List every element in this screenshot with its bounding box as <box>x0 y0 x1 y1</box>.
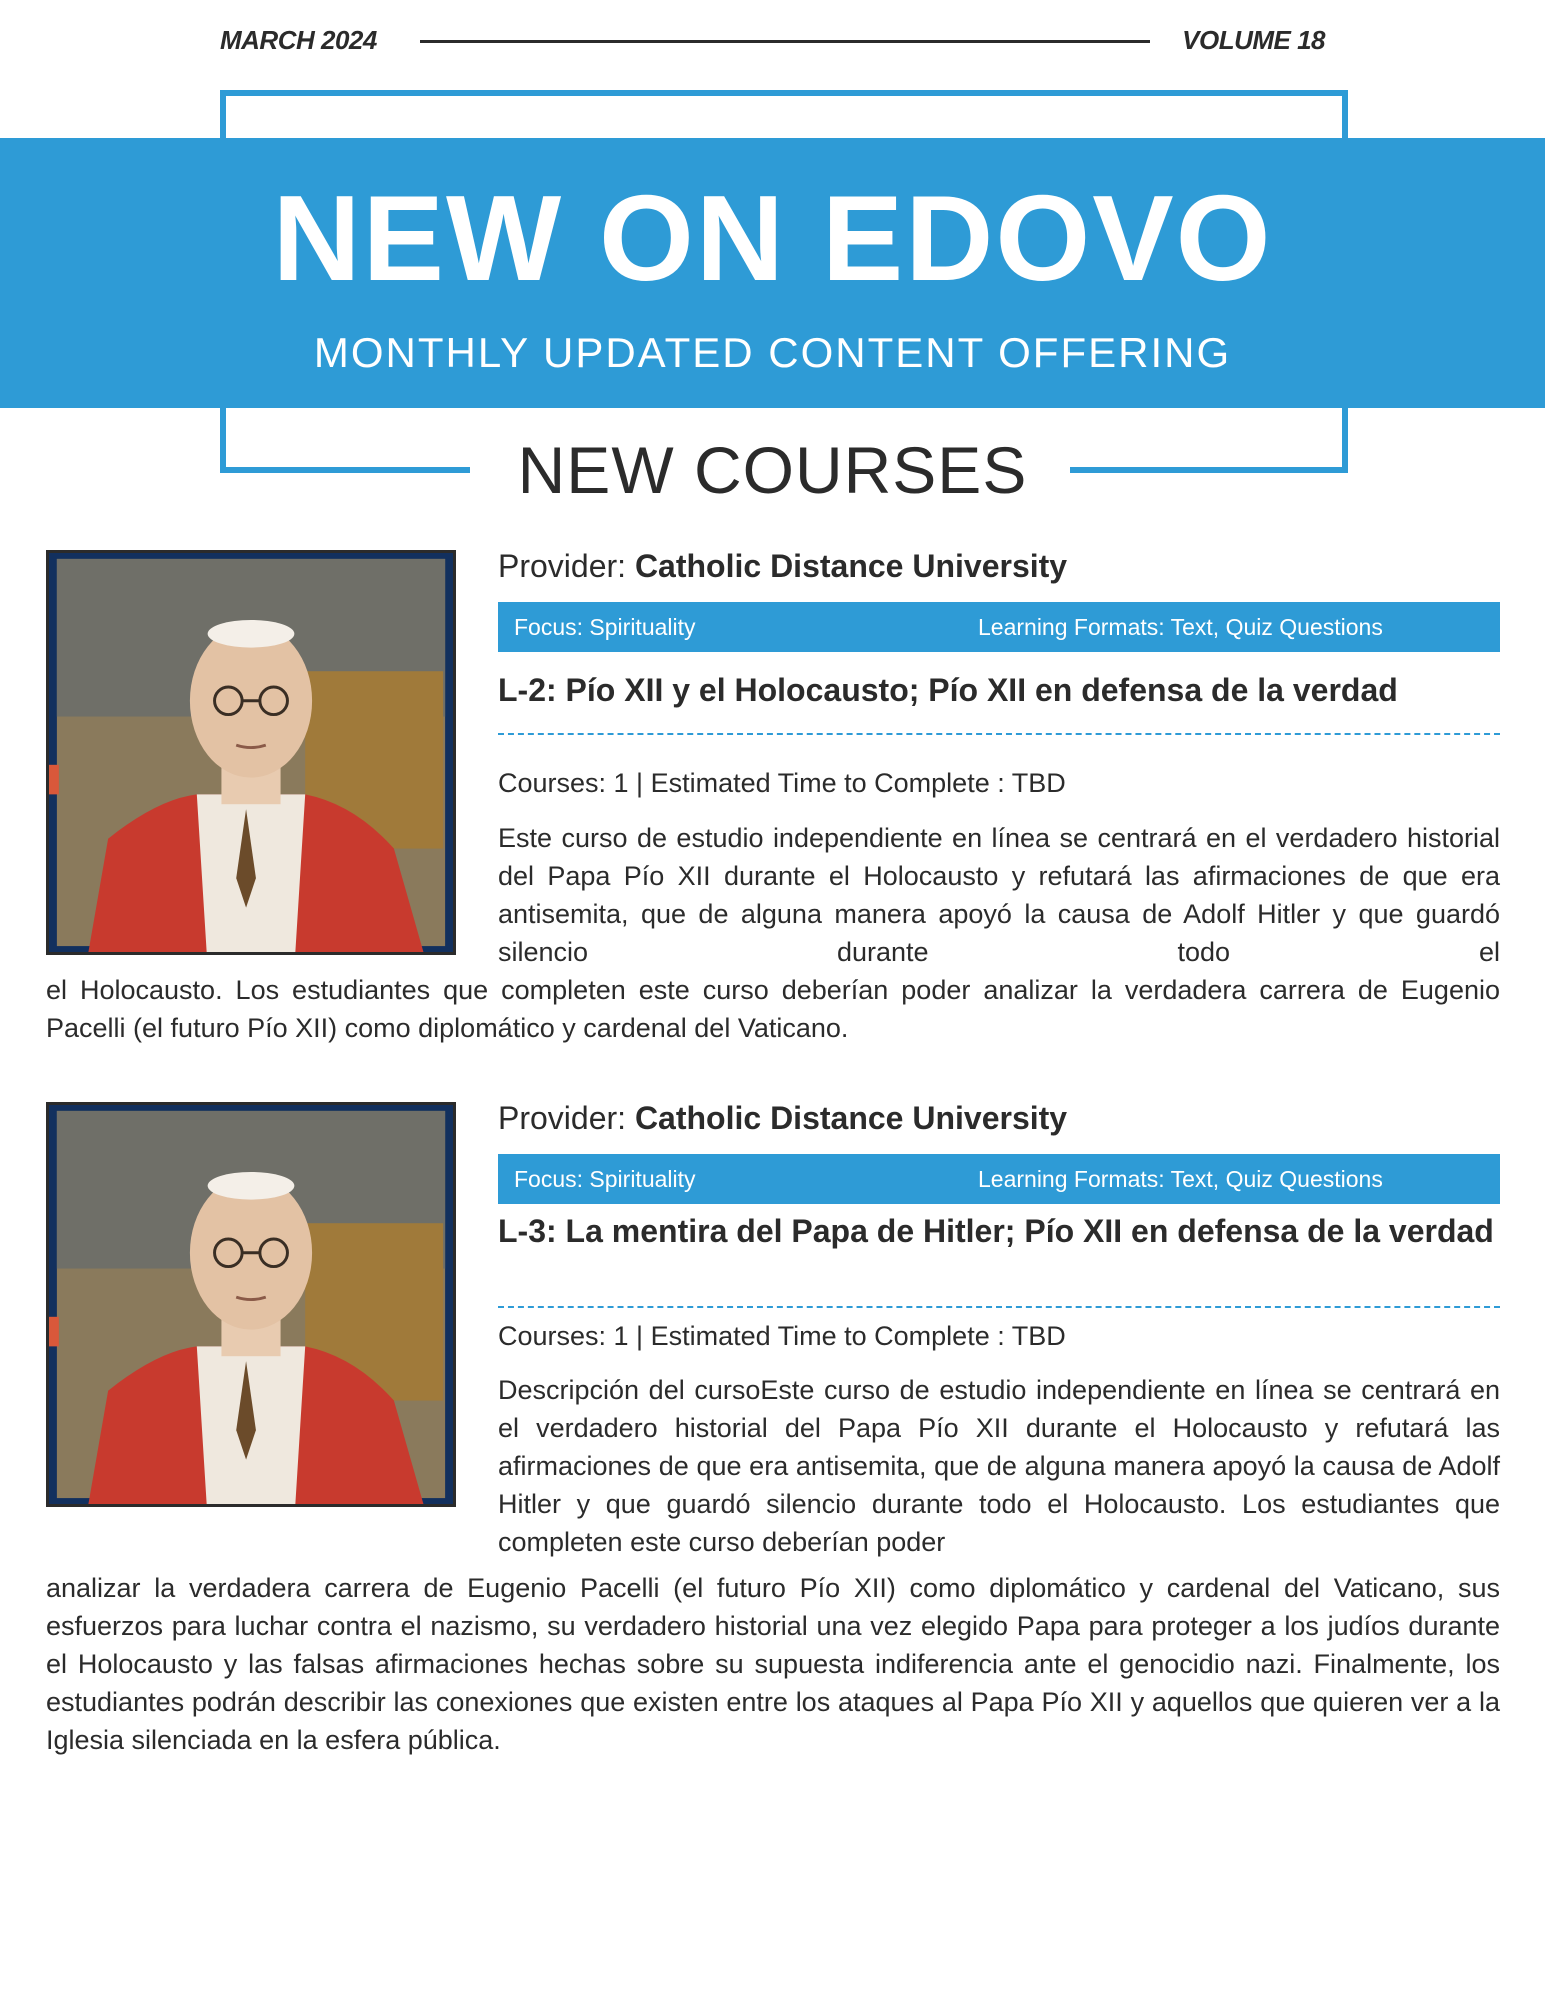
course-1-info-bar <box>498 602 1500 652</box>
course-2-focus: Focus: Spirituality <box>514 1166 696 1192</box>
provider-label: Provider: <box>498 1100 635 1136</box>
section-title: NEW COURSES <box>517 433 1028 507</box>
course-1-portrait-image <box>46 550 456 955</box>
course-1-divider <box>498 733 1500 735</box>
course-2-title: L-3: La mentira del Papa de Hitler; Pío XII en defensa de la verdad <box>498 1213 1494 1249</box>
course-1-description-part1: Este curso de estudio independiente en línea se centrará en el verdadero historial del Papa Pío XII durante el Holocausto y refutará las afirmaciones de que era antisemita, que de alguna manera apoyó la causa de Adolf Hitler y que guardó silencio durante todo el <box>498 823 1500 967</box>
issue-header <box>220 22 1325 58</box>
course-1-learning-formats: Learning Formats: Text, Quiz Questions <box>978 614 1383 640</box>
provider-name: Catholic Distance University <box>634 1100 1068 1136</box>
course-2-portrait-image <box>46 1102 456 1507</box>
issue-volume: VOLUME 18 <box>1182 25 1325 55</box>
course-2-meta: Courses: 1 | Estimated Time to Complete : TBD <box>498 1321 1066 1351</box>
course-2-provider <box>498 1098 1067 1138</box>
course-1-provider <box>498 546 1067 586</box>
course-2-learning-formats: Learning Formats: Text, Quiz Questions <box>978 1166 1383 1192</box>
banner-title: NEW ON EDOVO <box>272 170 1273 306</box>
course-2-info-bar <box>498 1154 1500 1204</box>
course-1-meta: Courses: 1 | Estimated Time to Complete : TBD <box>498 768 1066 798</box>
course-1-description-part2: el Holocausto. Los estudiantes que completen este curso deberían poder analizar la verdadera carrera de Eugenio Pacelli (el futuro Pío XII) como diplomático y cardenal del Vaticano. <box>46 975 1500 1043</box>
course-1-title: L-2: Pío XII y el Holocausto; Pío XII en defensa de la verdad <box>498 672 1398 708</box>
course-2-description-part2: analizar la verdadera carrera de Eugenio Pacelli (el futuro Pío XII) como diplomático y cardenal del Vaticano, sus esfuerzos para luchar contra el nazismo, su verdadero historial una vez elegido Papa para proteger a los judíos durante el Holocausto y las falsas afirmaciones hechas sobre su supuesta indiferencia ante el genocidio nazi. Finalmente, los estudiantes podrán describir las conexiones que existen entre los ataques al Papa Pío XII y aquellos que quieren ver a la Iglesia silenciada en la esfera pública. <box>46 1573 1500 1755</box>
course-2-divider <box>498 1306 1500 1308</box>
provider-label: Provider: <box>498 548 635 584</box>
banner-subtitle: MONTHLY UPDATED CONTENT OFFERING <box>313 329 1232 376</box>
header-rule <box>420 40 1150 43</box>
course-1-focus: Focus: Spirituality <box>514 614 696 640</box>
provider-name: Catholic Distance University <box>634 548 1068 584</box>
issue-date: MARCH 2024 <box>220 25 377 55</box>
course-2-description-part1: Descripción del cursoEste curso de estudio independiente en línea se centrará en el verdadero historial del Papa Pío XII durante el Holocausto y refutará las afirmaciones de que era antisemita, que de alguna manera apoyó la causa de Adolf Hitler y que guardó silencio durante todo el Holocausto. Los estudiantes que completen este curso deberían poder <box>498 1375 1500 1557</box>
